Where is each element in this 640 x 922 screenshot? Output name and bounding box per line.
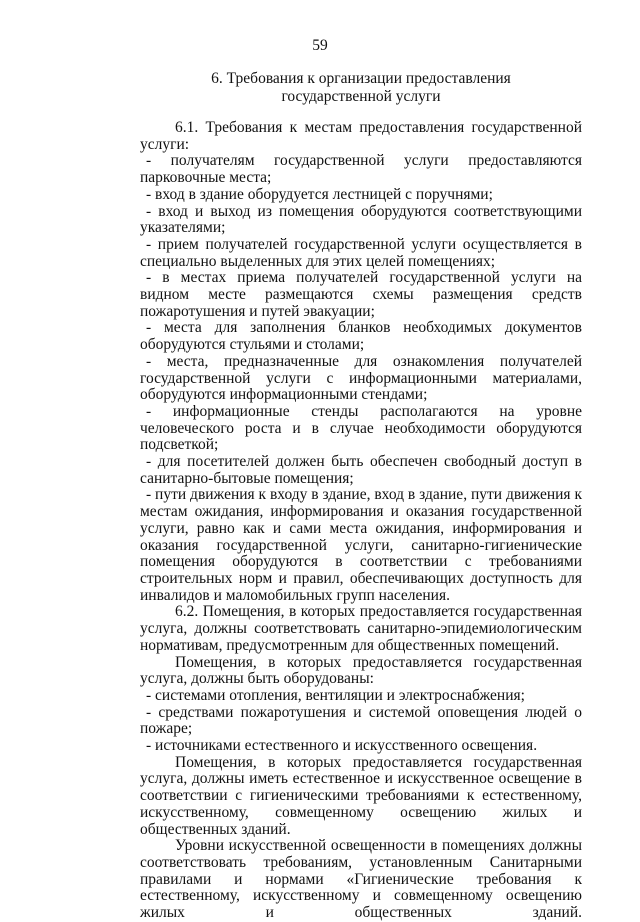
paragraph: - системами отопления, вентиляции и электроснабжения; xyxy=(146,686,525,704)
paragraph: - прием получателей государственной услуги осуществляется в специально выделенных для этих целей помещениях; xyxy=(140,235,582,270)
paragraph: - в местах приема получателей государственной услуги на видном месте размещаются схемы размещения средств пожаротушения и путей эвакуации; xyxy=(140,269,582,320)
paragraph: 6.2. Помещения, в которых предоставляется государственная услуга, должны соответствовать санитарно-эпидемиологическим нормативам, предусмотренным для общественных помещений. xyxy=(140,603,582,654)
paragraph: Помещения, в которых предоставляется государственная услуга, должны быть оборудованы: xyxy=(140,653,582,688)
paragraph: - средствами пожаротушения и системой оповещения людей о пожаре; xyxy=(140,703,582,738)
paragraph: 6.1. Требования к местам предоставления государственной услуги: xyxy=(140,119,582,153)
paragraph: - места для заполнения бланков необходимых документов оборудуются стульями и столами; xyxy=(140,319,582,354)
section-title-line-1: 6. Требования к организации предоставления xyxy=(211,70,511,87)
paragraph: - информационные стенды располагаются на уровне человеческого роста и в случае необходимости оборудуются подсветкой; xyxy=(140,402,582,454)
paragraph: - источниками естественного и искусственного освещения. xyxy=(146,737,538,755)
paragraph: Уровни искусственной освещенности в помещениях должны соответствовать требованиям, установленным Санитарными правилами и нормами «Гигиенические требования к естественному, искусственному и совмещенному освещению жилых и общественных зданий. xyxy=(140,837,582,922)
paragraph: Помещения, в которых предоставляется государственная услуга, должны иметь естественное и искусственное освещение в соответствии с гигиеническими требованиями к естественному, искусственному, совмещенному освещению жилых и общественных зданий. xyxy=(140,753,582,838)
document-body xyxy=(140,120,582,922)
paragraph: - вход в здание оборудуется лестницей с поручнями; xyxy=(146,185,493,203)
paragraph: - для посетителей должен быть обеспечен свободный доступ в санитарно-бытовые помещения; xyxy=(140,453,582,487)
section-title xyxy=(140,70,582,106)
page-number: 59 xyxy=(312,37,328,54)
paragraph: - пути движения к входу в здание, вход в здание, пути движения к местам ожидания, информирования и оказания государственной услуги, равно как и сами места ожидания, информирования и оказания государственной услуги, санитарно-гигиенические помещения оборудуются в соответствии с требованиями строительных норм и правил, обеспечивающих доступность для инвалидов и маломобильных групп населения. xyxy=(140,486,582,604)
paragraph: - вход и выход из помещения оборудуются соответствующими указателями; xyxy=(140,202,582,237)
section-title-line-2: государственной услуги xyxy=(281,88,441,105)
paragraph: - получателям государственной услуги предоставляются парковочные места; xyxy=(140,152,582,187)
paragraph: - места, предназначенные для ознакомления получателей государственной услуги с информационными материалами, оборудуются информационными стендами; xyxy=(140,352,582,404)
